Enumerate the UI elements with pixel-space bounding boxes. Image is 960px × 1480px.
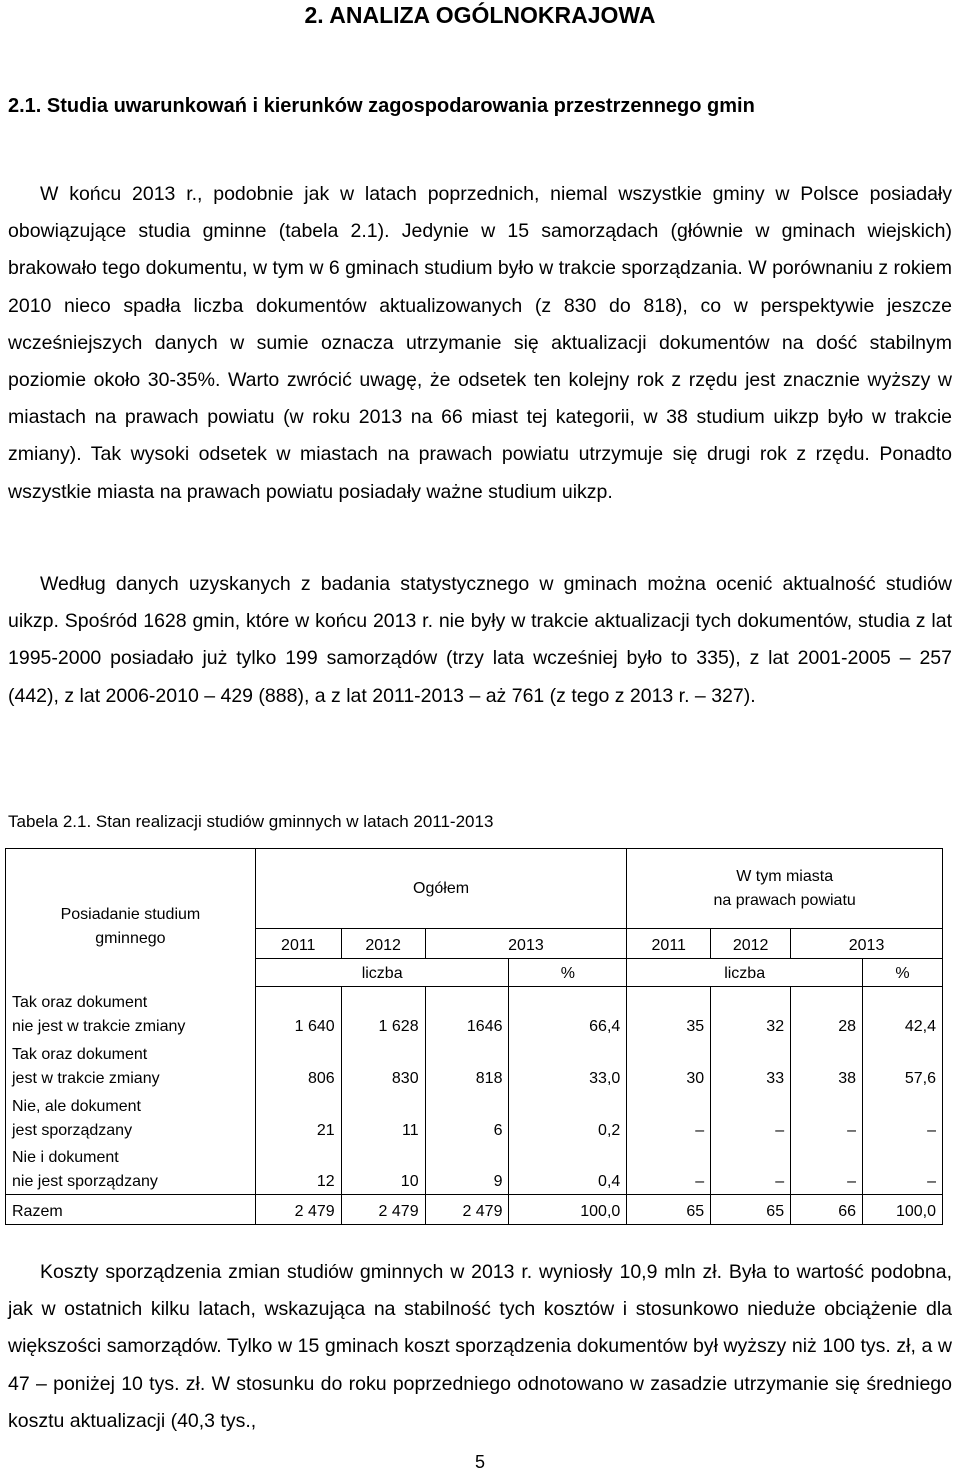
table-cell: – (791, 1091, 863, 1143)
header-posiadanie: Posiadanie studium gminnego (6, 849, 256, 987)
table-cell: – (862, 1143, 942, 1195)
paragraph-1: W końcu 2013 r., podobnie jak w latach poprzednich, niemal wszystkie gminy w Polsce posiadały obowiązujące studia gminne (tabela 2.1). Jedynie w 15 samorządach (głównie w gminach wiejskich) brakowało tego dokumentu, w tym w 6 gminach studium było w trakcie sporządzania. W porównaniu z rokiem 2010 nieco spadła liczba dokumentów aktualizowanych (z 830 do 818), co w perspektywie jeszcze wcześniejszych danych w sumie oznacza utrzymanie się aktualizacji dokumentów na dość stabilnym poziomie około 30-35%. Warto zwrócić uwagę, że odsetek ten kolejny rok z rzędu jest znacznie wyższy w miastach na prawach powiatu (w roku 2013 na 66 miast tej kategorii, w 38 studium uikzp było w trakcie zmiany). Tak wysoki odsetek w miastach na prawach powiatu utrzymuje się drugi rok z rzędu. Ponadto wszystkie miasta na prawach powiatu posiadały ważne studium uikzp. (8, 183, 953, 503)
table-cell: 100,0 (862, 1195, 942, 1225)
row-label: jest w trakcie zmiany (12, 1069, 160, 1087)
year-header: 2012 (341, 929, 425, 959)
table-row (6, 1039, 943, 1091)
year-header: 2011 (627, 929, 711, 959)
table-row (6, 1091, 943, 1143)
year-header: 2012 (711, 929, 791, 959)
year-header: 2011 (255, 929, 341, 959)
table-cell: 57,6 (862, 1039, 942, 1091)
page-number: 5 (474, 1452, 485, 1472)
table-cell: 12 (255, 1143, 341, 1195)
paragraph-2: Według danych uzyskanych z badania statystycznego w gminach można ocenić aktualność studiów uikzp. Spośród 1628 gmin, które w końcu 2013 r. nie były w trakcie aktualizacji tych dokumentów, studia z lat 1995-2000 posiadało już tylko 199 samorządów (trzy lata wcześniej było to 335), z lat 2001-2005 – 257 (442), z lat 2006-2010 – 429 (888), a z lat 2011-2013 – aż 761 (z tego z 2013 r. – 327). (8, 573, 952, 707)
table-cell: 2 479 (425, 1195, 509, 1225)
table-cell: 0,2 (509, 1091, 627, 1143)
table-caption: Tabela 2.1. Stan realizacji studiów gminnych w latach 2011-2013 (8, 812, 494, 831)
row-label: nie jest sporządzany (12, 1173, 158, 1190)
row-label: Nie i dokument (12, 1149, 119, 1166)
table-cell: 1 640 (255, 987, 341, 1039)
table-cell: 9 (425, 1143, 509, 1195)
row-label: nie jest w trakcie zmiany (12, 1017, 186, 1035)
table-cell: 818 (425, 1039, 509, 1091)
table-cell: 28 (791, 987, 863, 1039)
table-cell: 6 (425, 1091, 509, 1143)
table-cell: 30 (627, 1039, 711, 1091)
table-row (6, 987, 943, 1039)
year-header: 2013 (791, 929, 943, 959)
table-cell: 2 479 (341, 1195, 425, 1225)
paragraph-3: Koszty sporządzenia zmian studiów gminnych w 2013 r. wyniosły 10,9 mln zł. Była to wartość podobna, jak w ostatnich kilku latach, wskazująca na stabilność tych kosztów i stosunkowo nieduże obciążenie dla większości samorządów. Tylko w 15 gminach koszt sporządzenia dokumentów był wyższy niż 100 tys. zł, a w 47 – poniżej 10 tys. zł. W stosunku do roku poprzedniego odnotowano w zasadzie utrzymanie się średniego kosztu aktualizacji (40,3 tys., (8, 1261, 952, 1432)
table-cell: 11 (341, 1091, 425, 1143)
table-cell: 10 (341, 1143, 425, 1195)
unit-header: % (862, 959, 942, 987)
table-cell: 0,4 (509, 1143, 627, 1195)
table-cell: 65 (627, 1195, 711, 1225)
year-header: 2013 (425, 929, 627, 959)
table-cell: 33,0 (509, 1039, 627, 1091)
table-cell: – (627, 1091, 711, 1143)
table-cell: – (627, 1143, 711, 1195)
unit-header: % (509, 959, 627, 987)
table-cell: 806 (255, 1039, 341, 1091)
table-cell: 830 (341, 1039, 425, 1091)
table-cell: 33 (711, 1039, 791, 1091)
row-label: Tak oraz dokument (12, 993, 148, 1011)
table-cell: 32 (711, 987, 791, 1039)
chapter-heading: 2. ANALIZA OGÓLNOKRAJOWA (304, 2, 656, 28)
unit-header: liczba (255, 959, 509, 987)
row-label: Tak oraz dokument (12, 1045, 148, 1063)
row-label: Nie, ale dokument (12, 1097, 141, 1115)
table-cell: – (791, 1143, 863, 1195)
table-cell: – (711, 1143, 791, 1195)
table-cell: 2 479 (255, 1195, 341, 1225)
table-cell: 21 (255, 1091, 341, 1143)
table-cell: 35 (627, 987, 711, 1039)
table-row (6, 1143, 943, 1195)
header-miasta: W tym miasta na prawach powiatu (627, 849, 943, 929)
table-cell: 65 (711, 1195, 791, 1225)
studies-table (5, 848, 943, 1225)
table-cell: – (862, 1091, 942, 1143)
table-cell: – (711, 1091, 791, 1143)
table-cell: 66,4 (509, 987, 627, 1039)
table-cell: 1 628 (341, 987, 425, 1039)
table-cell: 66 (791, 1195, 863, 1225)
section-heading: 2.1. Studia uwarunkowań i kierunków zagospodarowania przestrzennego gmin (8, 95, 755, 117)
table-total-row (6, 1195, 943, 1225)
header-ogolem: Ogółem (255, 849, 626, 929)
table-cell: 1646 (425, 987, 509, 1039)
table-cell: 42,4 (862, 987, 942, 1039)
table-cell: 38 (791, 1039, 863, 1091)
unit-header: liczba (627, 959, 863, 987)
row-label: Razem (6, 1195, 256, 1225)
row-label: jest sporządzany (12, 1121, 133, 1139)
table-cell: 100,0 (509, 1195, 627, 1225)
